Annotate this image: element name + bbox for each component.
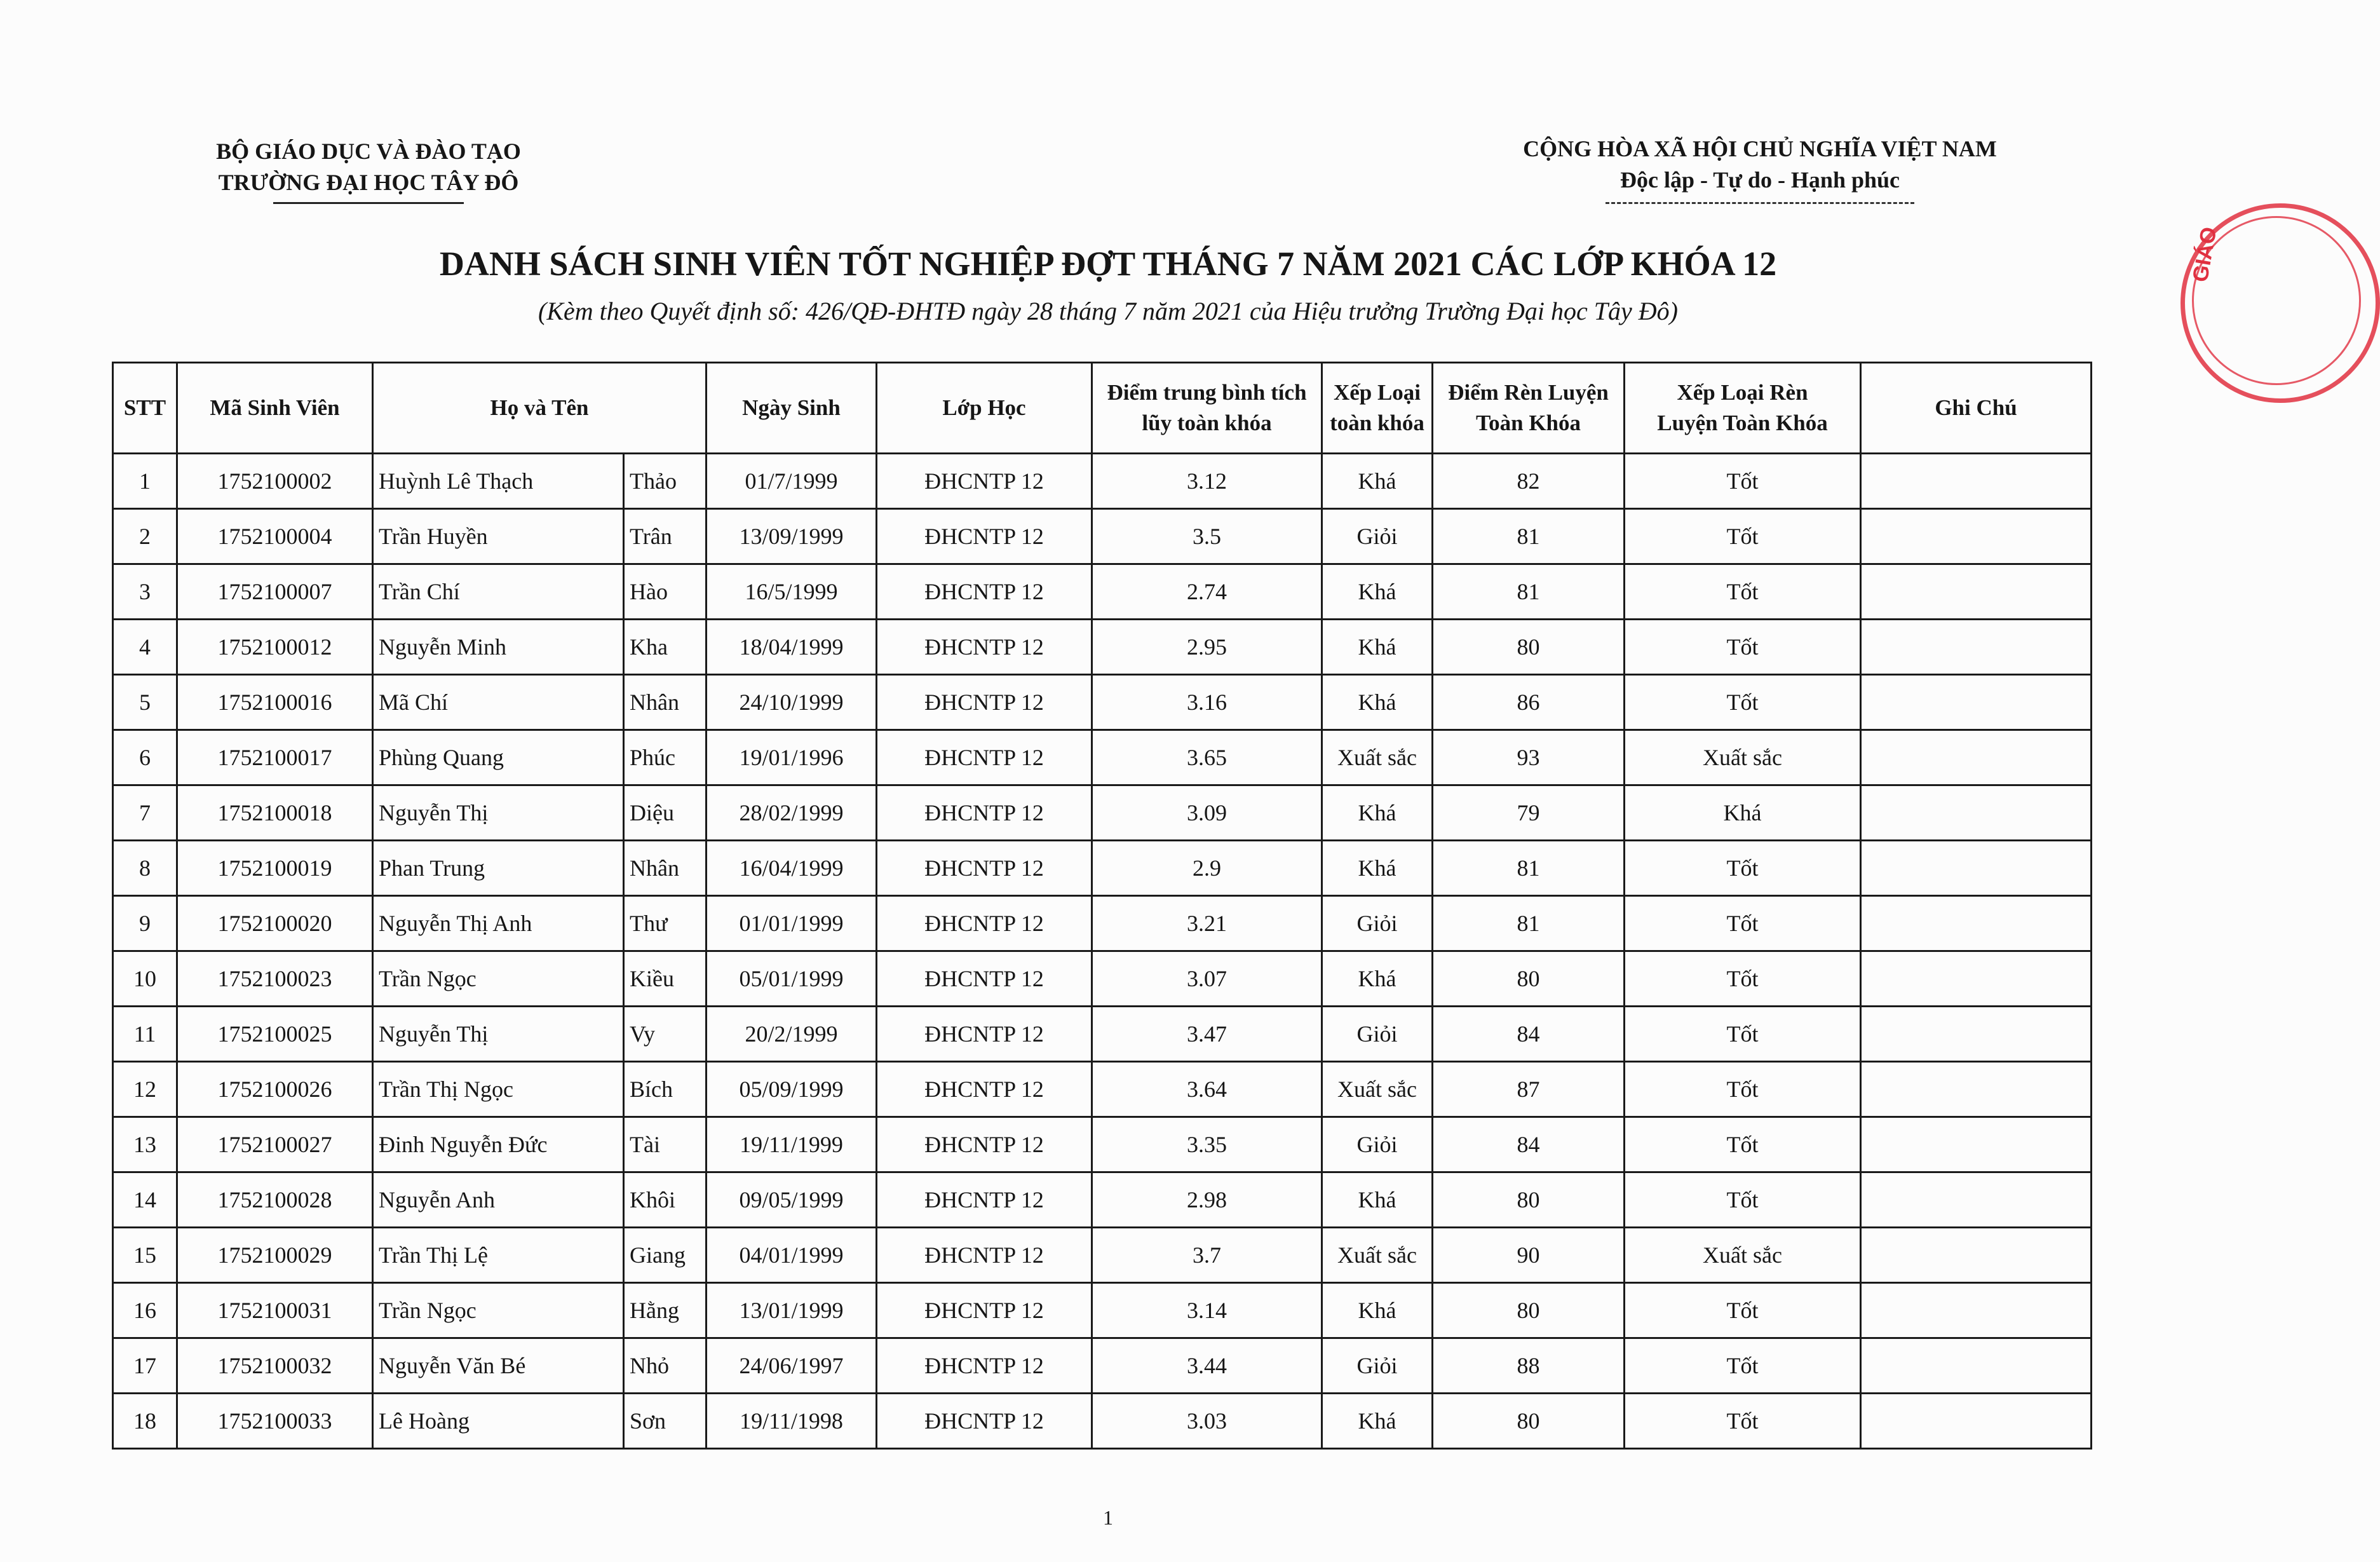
col-header-class: Lớp Học	[877, 363, 1092, 454]
cell-conduct-score: 80	[1433, 951, 1625, 1007]
cell-dob: 28/02/1999	[707, 785, 877, 841]
cell-conduct-score: 88	[1433, 1338, 1625, 1394]
cell-note	[1861, 951, 2092, 1007]
cell-gpa: 3.5	[1092, 509, 1322, 564]
gpa-header-line2: lũy toàn khóa	[1142, 411, 1272, 435]
document-title: DANH SÁCH SINH VIÊN TỐT NGHIỆP ĐỢT THÁNG 7 NĂM 2021 CÁC LỚP KHÓA 12	[439, 245, 1777, 283]
cell-student-id: 1752100019	[177, 841, 373, 896]
col-header-gpa	[1092, 363, 1322, 454]
cell-surname: Huỳnh Lê Thạch	[373, 454, 624, 509]
cell-class: ĐHCNTP 12	[877, 730, 1092, 785]
cell-student-id: 1752100027	[177, 1117, 373, 1172]
col-header-dob: Ngày Sinh	[707, 363, 877, 454]
cell-given-name: Nhân	[624, 675, 707, 730]
cell-student-id: 1752100028	[177, 1172, 373, 1228]
seal-text: GIÁO	[2188, 225, 2222, 284]
cell-dob: 24/10/1999	[707, 675, 877, 730]
cell-conduct-score: 80	[1433, 1394, 1625, 1449]
cell-conduct-rank: Tốt	[1625, 1117, 1861, 1172]
country-name: CỘNG HÒA XÃ HỘI CHỦ NGHĨA VIỆT NAM	[1523, 136, 1997, 161]
cell-student-id: 1752100032	[177, 1338, 373, 1394]
cell-conduct-score: 81	[1433, 564, 1625, 620]
cell-stt: 10	[113, 951, 177, 1007]
cell-gpa: 3.44	[1092, 1338, 1322, 1394]
conduct-header-line2: Toàn Khóa	[1475, 411, 1581, 435]
col-header-stt: STT	[113, 363, 177, 454]
cell-conduct-rank: Tốt	[1625, 620, 1861, 675]
table-row	[113, 1007, 2092, 1062]
motto-dashed-line	[1606, 202, 1914, 204]
graduate-table	[112, 362, 2092, 1450]
cell-student-id: 1752100012	[177, 620, 373, 675]
cell-stt: 9	[113, 896, 177, 951]
cell-conduct-score: 93	[1433, 730, 1625, 785]
cell-gpa: 3.65	[1092, 730, 1322, 785]
cell-dob: 13/09/1999	[707, 509, 877, 564]
cell-conduct-rank: Tốt	[1625, 896, 1861, 951]
cell-gpa: 3.14	[1092, 1283, 1322, 1338]
cell-class: ĐHCNTP 12	[877, 841, 1092, 896]
col-header-conduct	[1433, 363, 1625, 454]
table-row	[113, 1228, 2092, 1283]
cell-rank: Xuất sắc	[1322, 1062, 1433, 1117]
conduct-rank-header-line1: Xếp Loại Rèn	[1677, 380, 1808, 405]
cell-class: ĐHCNTP 12	[877, 675, 1092, 730]
cell-student-id: 1752100018	[177, 785, 373, 841]
cell-gpa: 3.12	[1092, 454, 1322, 509]
cell-stt: 8	[113, 841, 177, 896]
cell-stt: 2	[113, 509, 177, 564]
cell-conduct-rank: Tốt	[1625, 1172, 1861, 1228]
cell-dob: 20/2/1999	[707, 1007, 877, 1062]
cell-conduct-score: 79	[1433, 785, 1625, 841]
cell-dob: 01/7/1999	[707, 454, 877, 509]
cell-class: ĐHCNTP 12	[877, 564, 1092, 620]
cell-given-name: Nhân	[624, 841, 707, 896]
cell-gpa: 2.9	[1092, 841, 1322, 896]
cell-student-id: 1752100020	[177, 896, 373, 951]
cell-surname: Trần Huyền	[373, 509, 624, 564]
cell-conduct-score: 90	[1433, 1228, 1625, 1283]
cell-stt: 14	[113, 1172, 177, 1228]
cell-class: ĐHCNTP 12	[877, 620, 1092, 675]
cell-stt: 3	[113, 564, 177, 620]
cell-conduct-score: 80	[1433, 620, 1625, 675]
col-header-student-id: Mã Sinh Viên	[177, 363, 373, 454]
cell-note	[1861, 785, 2092, 841]
cell-gpa: 3.7	[1092, 1228, 1322, 1283]
cell-conduct-rank: Tốt	[1625, 1283, 1861, 1338]
cell-rank: Giỏi	[1322, 1117, 1433, 1172]
cell-conduct-rank: Xuất sắc	[1625, 1228, 1861, 1283]
cell-note	[1861, 1062, 2092, 1117]
cell-rank: Khá	[1322, 620, 1433, 675]
col-header-conduct-rank	[1625, 363, 1861, 454]
cell-class: ĐHCNTP 12	[877, 509, 1092, 564]
cell-given-name: Phúc	[624, 730, 707, 785]
cell-class: ĐHCNTP 12	[877, 1338, 1092, 1394]
cell-stt: 17	[113, 1338, 177, 1394]
cell-rank: Khá	[1322, 454, 1433, 509]
cell-dob: 19/11/1998	[707, 1394, 877, 1449]
cell-class: ĐHCNTP 12	[877, 1062, 1092, 1117]
cell-rank: Giỏi	[1322, 896, 1433, 951]
cell-surname: Trần Thị Ngọc	[373, 1062, 624, 1117]
rank-header-line1: Xếp Loại	[1333, 380, 1421, 405]
national-heading	[1480, 133, 2039, 204]
cell-student-id: 1752100016	[177, 675, 373, 730]
page-number: 1	[1103, 1506, 1113, 1529]
cell-given-name: Hào	[624, 564, 707, 620]
table-row	[113, 620, 2092, 675]
cell-conduct-score: 81	[1433, 896, 1625, 951]
cell-note	[1861, 1228, 2092, 1283]
col-header-rank	[1322, 363, 1433, 454]
cell-surname: Trần Thị Lệ	[373, 1228, 624, 1283]
cell-dob: 19/11/1999	[707, 1117, 877, 1172]
conduct-header-line1: Điểm Rèn Luyện	[1448, 380, 1609, 405]
cell-conduct-rank: Khá	[1625, 785, 1861, 841]
table-row	[113, 951, 2092, 1007]
cell-note	[1861, 1117, 2092, 1172]
table-row	[113, 1172, 2092, 1228]
cell-given-name: Kha	[624, 620, 707, 675]
cell-gpa: 3.21	[1092, 896, 1322, 951]
cell-stt: 12	[113, 1062, 177, 1117]
cell-surname: Nguyễn Thị	[373, 785, 624, 841]
table-row	[113, 785, 2092, 841]
cell-student-id: 1752100004	[177, 509, 373, 564]
cell-conduct-score: 80	[1433, 1283, 1625, 1338]
table-row	[113, 454, 2092, 509]
cell-gpa: 2.98	[1092, 1172, 1322, 1228]
cell-gpa: 3.09	[1092, 785, 1322, 841]
cell-dob: 18/04/1999	[707, 620, 877, 675]
cell-stt: 13	[113, 1117, 177, 1172]
cell-dob: 24/06/1997	[707, 1338, 877, 1394]
cell-conduct-score: 84	[1433, 1117, 1625, 1172]
cell-class: ĐHCNTP 12	[877, 951, 1092, 1007]
cell-student-id: 1752100033	[177, 1394, 373, 1449]
cell-conduct-rank: Tốt	[1625, 1062, 1861, 1117]
cell-conduct-score: 86	[1433, 675, 1625, 730]
cell-conduct-rank: Xuất sắc	[1625, 730, 1861, 785]
cell-note	[1861, 841, 2092, 896]
cell-note	[1861, 509, 2092, 564]
cell-surname: Trần Ngọc	[373, 1283, 624, 1338]
cell-given-name: Bích	[624, 1062, 707, 1117]
cell-conduct-score: 80	[1433, 1172, 1625, 1228]
cell-given-name: Giang	[624, 1228, 707, 1283]
cell-gpa: 3.03	[1092, 1394, 1322, 1449]
conduct-rank-header-line2: Luyện Toàn Khóa	[1657, 411, 1828, 435]
cell-stt: 11	[113, 1007, 177, 1062]
cell-dob: 05/09/1999	[707, 1062, 877, 1117]
cell-student-id: 1752100002	[177, 454, 373, 509]
cell-stt: 6	[113, 730, 177, 785]
cell-stt: 1	[113, 454, 177, 509]
cell-student-id: 1752100017	[177, 730, 373, 785]
table-row	[113, 1394, 2092, 1449]
cell-gpa: 2.95	[1092, 620, 1322, 675]
cell-class: ĐHCNTP 12	[877, 1117, 1092, 1172]
school-name: TRƯỜNG ĐẠI HỌC TÂY ĐÔ	[218, 170, 519, 195]
cell-surname: Trần Ngọc	[373, 951, 624, 1007]
cell-given-name: Hằng	[624, 1283, 707, 1338]
cell-surname: Nguyễn Thị	[373, 1007, 624, 1062]
cell-dob: 09/05/1999	[707, 1172, 877, 1228]
cell-dob: 01/01/1999	[707, 896, 877, 951]
cell-note	[1861, 454, 2092, 509]
cell-class: ĐHCNTP 12	[877, 896, 1092, 951]
table-header-row	[113, 363, 2092, 454]
table-row	[113, 509, 2092, 564]
cell-stt: 4	[113, 620, 177, 675]
cell-conduct-rank: Tốt	[1625, 1007, 1861, 1062]
cell-given-name: Thư	[624, 896, 707, 951]
table-row	[113, 841, 2092, 896]
cell-conduct-rank: Tốt	[1625, 454, 1861, 509]
cell-stt: 16	[113, 1283, 177, 1338]
issuing-organization	[191, 136, 546, 204]
cell-surname: Đinh Nguyễn Đức	[373, 1117, 624, 1172]
cell-given-name: Diệu	[624, 785, 707, 841]
cell-student-id: 1752100026	[177, 1062, 373, 1117]
cell-gpa: 3.64	[1092, 1062, 1322, 1117]
cell-note	[1861, 675, 2092, 730]
cell-class: ĐHCNTP 12	[877, 1007, 1092, 1062]
cell-gpa: 3.35	[1092, 1117, 1322, 1172]
cell-note	[1861, 1283, 2092, 1338]
header-underline	[273, 202, 464, 204]
cell-conduct-score: 87	[1433, 1062, 1625, 1117]
cell-conduct-rank: Tốt	[1625, 564, 1861, 620]
cell-note	[1861, 896, 2092, 951]
cell-dob: 16/04/1999	[707, 841, 877, 896]
cell-given-name: Kiều	[624, 951, 707, 1007]
ministry-name: BỘ GIÁO DỤC VÀ ĐÀO TẠO	[216, 139, 521, 164]
cell-conduct-rank: Tốt	[1625, 951, 1861, 1007]
cell-dob: 13/01/1999	[707, 1283, 877, 1338]
cell-dob: 19/01/1996	[707, 730, 877, 785]
table-row	[113, 730, 2092, 785]
cell-note	[1861, 1172, 2092, 1228]
cell-rank: Khá	[1322, 951, 1433, 1007]
cell-class: ĐHCNTP 12	[877, 1394, 1092, 1449]
cell-given-name: Tài	[624, 1117, 707, 1172]
cell-given-name: Sơn	[624, 1394, 707, 1449]
cell-class: ĐHCNTP 12	[877, 1172, 1092, 1228]
cell-note	[1861, 1394, 2092, 1449]
cell-student-id: 1752100007	[177, 564, 373, 620]
cell-conduct-score: 81	[1433, 841, 1625, 896]
cell-student-id: 1752100031	[177, 1283, 373, 1338]
cell-conduct-rank: Tốt	[1625, 1394, 1861, 1449]
table-row	[113, 1062, 2092, 1117]
cell-conduct-rank: Tốt	[1625, 841, 1861, 896]
cell-gpa: 3.16	[1092, 675, 1322, 730]
cell-surname: Mã Chí	[373, 675, 624, 730]
document-subtitle: (Kèm theo Quyết định số: 426/QĐ-ĐHTĐ ngày 28 tháng 7 năm 2021 của Hiệu trưởng Trường Đại học Tây Đô)	[538, 297, 1678, 325]
cell-stt: 15	[113, 1228, 177, 1283]
col-header-note: Ghi Chú	[1861, 363, 2092, 454]
cell-rank: Khá	[1322, 841, 1433, 896]
cell-rank: Giỏi	[1322, 509, 1433, 564]
cell-student-id: 1752100025	[177, 1007, 373, 1062]
cell-stt: 18	[113, 1394, 177, 1449]
cell-note	[1861, 1007, 2092, 1062]
cell-student-id: 1752100029	[177, 1228, 373, 1283]
cell-surname: Nguyễn Minh	[373, 620, 624, 675]
cell-note	[1861, 620, 2092, 675]
gpa-header-line1: Điểm trung bình tích	[1107, 380, 1307, 405]
table-row	[113, 1117, 2092, 1172]
cell-conduct-score: 81	[1433, 509, 1625, 564]
cell-surname: Nguyễn Văn Bé	[373, 1338, 624, 1394]
table-row	[113, 675, 2092, 730]
cell-surname: Nguyễn Anh	[373, 1172, 624, 1228]
rank-header-line2: toàn khóa	[1330, 411, 1424, 435]
cell-rank: Khá	[1322, 675, 1433, 730]
col-header-full-name: Họ và Tên	[373, 363, 707, 454]
cell-rank: Giỏi	[1322, 1007, 1433, 1062]
cell-class: ĐHCNTP 12	[877, 1283, 1092, 1338]
cell-surname: Phùng Quang	[373, 730, 624, 785]
cell-rank: Khá	[1322, 1283, 1433, 1338]
cell-dob: 04/01/1999	[707, 1228, 877, 1283]
cell-given-name: Thảo	[624, 454, 707, 509]
cell-rank: Giỏi	[1322, 1338, 1433, 1394]
cell-gpa: 3.47	[1092, 1007, 1322, 1062]
cell-class: ĐHCNTP 12	[877, 1228, 1092, 1283]
cell-dob: 16/5/1999	[707, 564, 877, 620]
cell-conduct-rank: Tốt	[1625, 509, 1861, 564]
table-row	[113, 1338, 2092, 1394]
table-row	[113, 564, 2092, 620]
cell-surname: Phan Trung	[373, 841, 624, 896]
cell-rank: Khá	[1322, 785, 1433, 841]
cell-rank: Khá	[1322, 1394, 1433, 1449]
cell-conduct-score: 82	[1433, 454, 1625, 509]
cell-surname: Nguyễn Thị Anh	[373, 896, 624, 951]
cell-given-name: Nhỏ	[624, 1338, 707, 1394]
cell-conduct-score: 84	[1433, 1007, 1625, 1062]
cell-class: ĐHCNTP 12	[877, 454, 1092, 509]
table-row	[113, 1283, 2092, 1338]
cell-student-id: 1752100023	[177, 951, 373, 1007]
cell-given-name: Trân	[624, 509, 707, 564]
cell-surname: Trần Chí	[373, 564, 624, 620]
cell-rank: Khá	[1322, 1172, 1433, 1228]
national-motto: Độc lập - Tự do - Hạnh phúc	[1619, 167, 1900, 193]
table-body	[113, 454, 2092, 1449]
cell-dob: 05/01/1999	[707, 951, 877, 1007]
cell-stt: 5	[113, 675, 177, 730]
cell-rank: Khá	[1322, 564, 1433, 620]
cell-surname: Lê Hoàng	[373, 1394, 624, 1449]
cell-gpa: 3.07	[1092, 951, 1322, 1007]
cell-conduct-rank: Tốt	[1625, 675, 1861, 730]
cell-class: ĐHCNTP 12	[877, 785, 1092, 841]
cell-rank: Xuất sắc	[1322, 1228, 1433, 1283]
cell-stt: 7	[113, 785, 177, 841]
table-row	[113, 896, 2092, 951]
cell-note	[1861, 730, 2092, 785]
cell-conduct-rank: Tốt	[1625, 1338, 1861, 1394]
cell-gpa: 2.74	[1092, 564, 1322, 620]
cell-note	[1861, 1338, 2092, 1394]
cell-note	[1861, 564, 2092, 620]
cell-given-name: Vy	[624, 1007, 707, 1062]
cell-given-name: Khôi	[624, 1172, 707, 1228]
cell-rank: Xuất sắc	[1322, 730, 1433, 785]
